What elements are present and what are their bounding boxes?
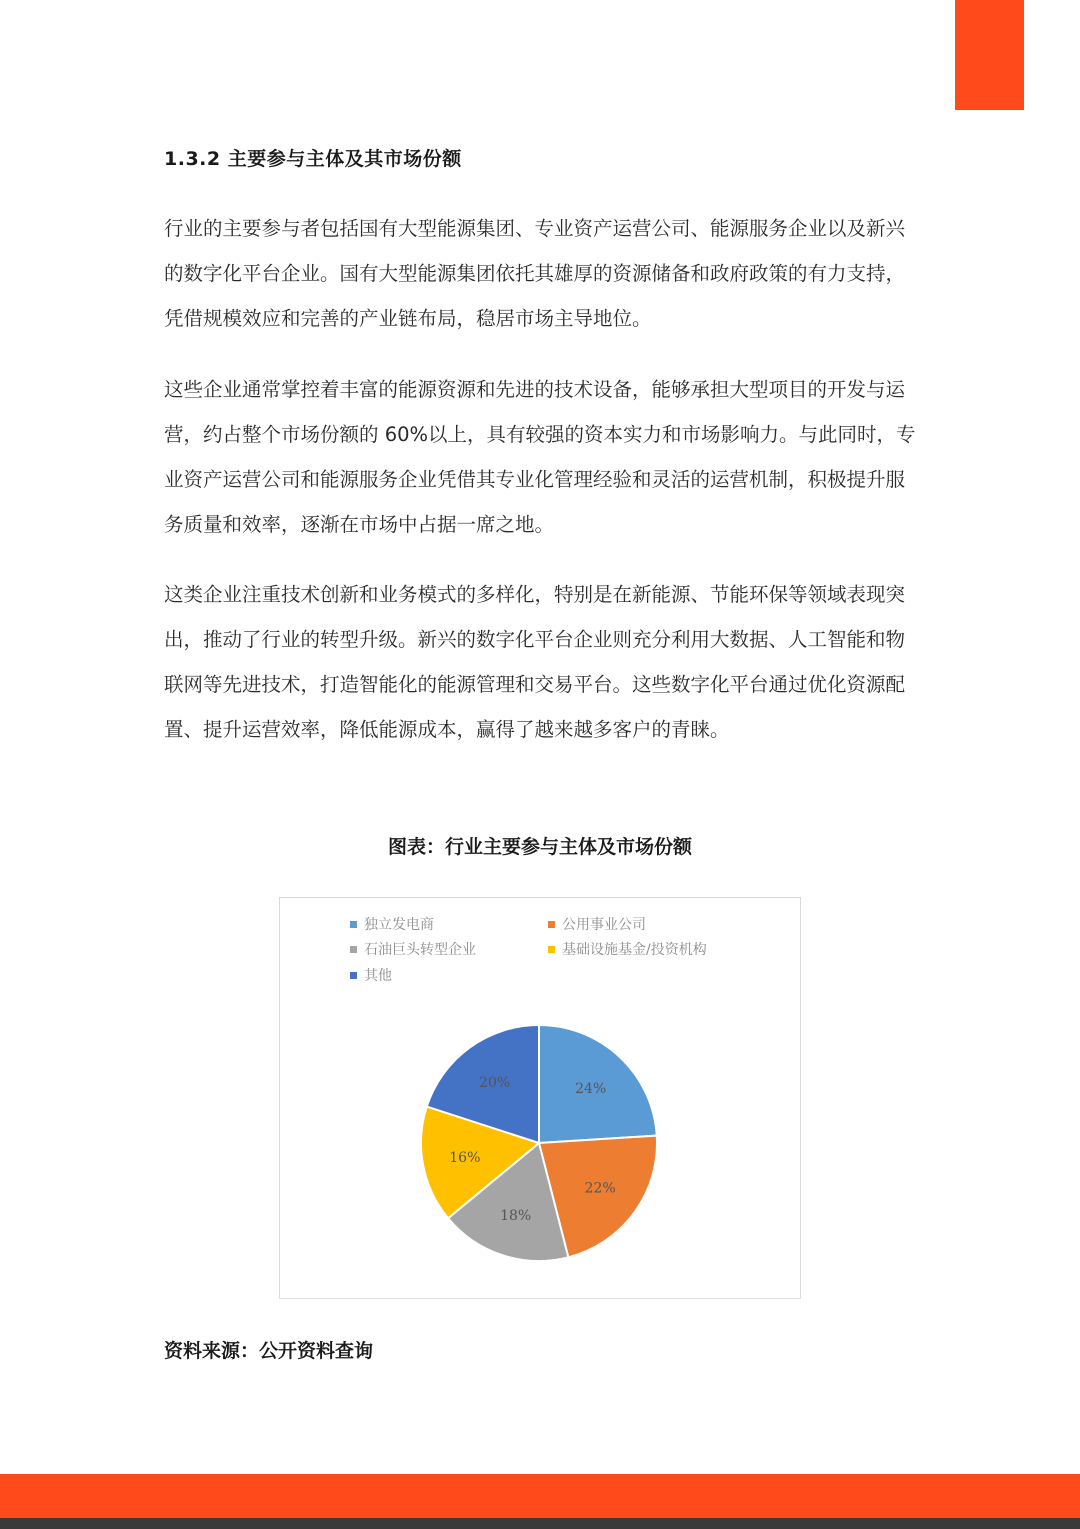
paragraph-1: 行业的主要参与者包括国有大型能源集团、专业资产运营公司、能源服务企业以及新兴的数字化平台企业。国有大型能源集团依托其雄厚的资源储备和政府政策的有力支持，凭借规模效应和完善的产业链布局，稳居市场主导地位。 xyxy=(164,217,906,330)
legend-label-5: 其他 xyxy=(364,968,392,984)
section-heading: 1.3.2 主要参与主体及其市场份额 xyxy=(164,148,462,170)
pie-data-label-1: 24% xyxy=(575,1080,607,1097)
source-note: 资料来源：公开资料查询 xyxy=(164,1340,374,1362)
paragraph-2: 这些企业通常掌控着丰富的能源资源和先进的技术设备，能够承担大型项目的开发与运营，约占整个市场份额的 60%以上，具有较强的资本实力和市场影响力。与此同时，专业资产运营公司和能源服务企业凭借其专业化管理经验和灵活的运营机制，积极提升服务质量和效率，逐渐在市场中占据一席之地。 xyxy=(164,378,916,536)
legend-swatch-4 xyxy=(548,946,555,953)
pie-chart-svg xyxy=(280,898,800,1298)
footer-accent-bar xyxy=(0,1474,1080,1518)
chart-title: 图表：行业主要参与主体及市场份额 xyxy=(387,836,692,858)
pie-data-label-2: 22% xyxy=(584,1180,616,1197)
pie-data-label-3: 18% xyxy=(500,1207,532,1224)
legend-label-1: 独立发电商 xyxy=(364,917,434,933)
legend-swatch-3 xyxy=(350,946,357,953)
legend-swatch-5 xyxy=(350,972,357,979)
pie-data-label-4: 16% xyxy=(449,1150,481,1167)
corner-accent-tab xyxy=(955,0,1024,110)
paragraph-3: 这类企业注重技术创新和业务模式的多样化，特别是在新能源、节能环保等领域表现突出，推动了行业的转型升级。新兴的数字化平台企业则充分利用大数据、人工智能和物联网等先进技术，打造智能化的能源管理和交易平台。这些数字化平台通过优化资源配置、提升运营效率，降低能源成本，赢得了越来越多客户的青睐。 xyxy=(164,583,906,741)
legend-swatch-2 xyxy=(548,921,555,928)
pie-data-label-5: 20% xyxy=(479,1074,511,1091)
pie-chart xyxy=(279,897,801,1299)
legend-label-3: 石油巨头转型企业 xyxy=(364,942,476,958)
legend-swatch-1 xyxy=(350,921,357,928)
footer-dark-strip xyxy=(0,1518,1080,1529)
legend-label-4: 基础设施基金/投资机构 xyxy=(562,942,707,958)
legend-label-2: 公用事业公司 xyxy=(562,917,646,933)
